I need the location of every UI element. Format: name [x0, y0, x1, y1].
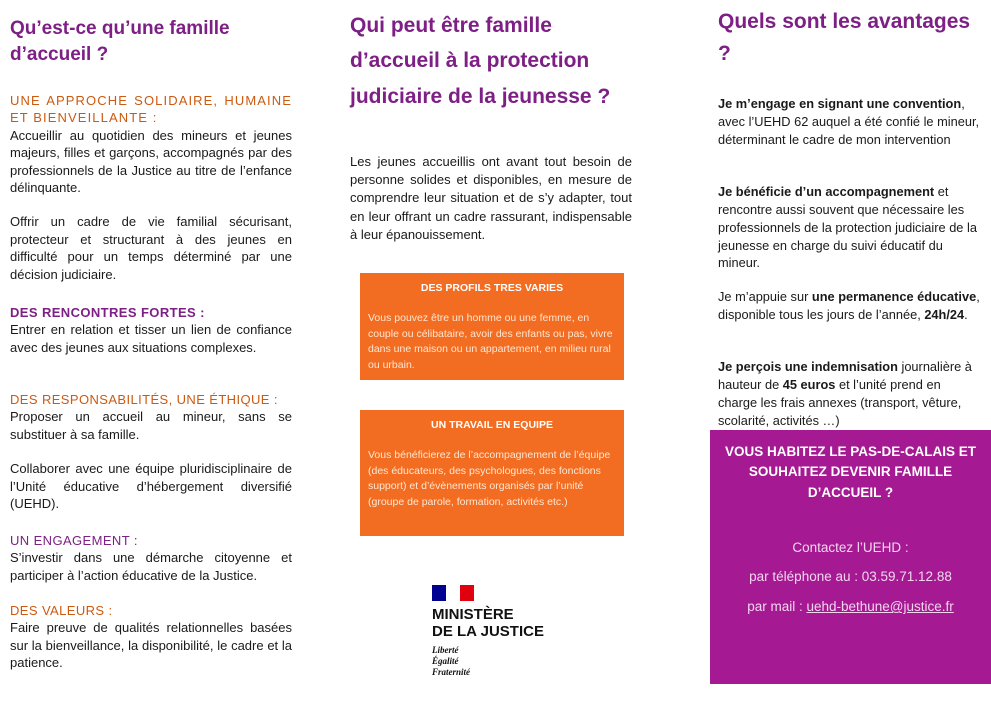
advantage-permanence-end: . — [964, 306, 968, 322]
contact-phone-label: par téléphone au : — [749, 569, 862, 585]
section-approach-title: UNE APPROCHE SOLIDAIRE, HUMAINE ET BIENVEILLANTE : — [10, 93, 292, 126]
col3-title: Quels sont les avantages ? — [718, 10, 971, 65]
advantage-convention-bold: Je m’engage en signant une convention — [718, 95, 962, 111]
contact-mail-line — [720, 592, 981, 622]
section-encounters-para: Entrer en relation et tisser un lien de confiance avec des jeunes aux situations complexes. — [10, 322, 292, 355]
ministry-name — [432, 607, 592, 640]
advantage-permanence-mid: , disponible tous les jours de l’année, — [718, 288, 980, 322]
profiles-box-title: DES PROFILS TRES VARIES — [420, 282, 564, 294]
advantage-compensation — [718, 358, 980, 430]
col1-title: Qu’est-ce qu’une famille d’accueil ? — [10, 18, 230, 65]
teamwork-box-text: Vous bénéficierez de l’accompagnement de l’équipe (des éducateurs, des psychologues, des fonctions support) et d’évènements organisés par l’unité (groupe de parole, formation, activités etc.) — [368, 448, 611, 508]
contact-details — [720, 533, 981, 622]
advantage-convention-text: , avec l’UEHD 62 auquel a été confié le mineur, déterminant le cadre de mon intervention — [718, 95, 980, 147]
section-approach-para-2: Offrir un cadre de vie familial sécurisant, protecteur et structurant à des jeunes en difficulté pour un temps déterminé par une décision judiciaire. — [10, 214, 292, 282]
advantage-compensation-end: et l’unité prend en charge les frais annexes (transport, vêture, scolarité, activités …) — [718, 376, 962, 428]
section-approach-para-1: Accueillir au quotidien des mineurs et jeunes majeurs, filles et garçons, accompagnés par des professionnels de la Justice au titre de l’enfance délinquante. — [10, 127, 292, 196]
advantage-support-bold: Je bénéficie d’un accompagnement — [718, 183, 935, 199]
col2-intro: Les jeunes accueillis ont avant tout besoin de personne solides et disponibles, en mesure de comprendre leur situation et de s’y adapter, tout en leur offrant un cadre rassurant, indispensable à leur épanouissement. — [350, 154, 632, 242]
section-responsibilities-title: DES RESPONSABILITÉS, UNE ÉTHIQUE : — [10, 392, 278, 407]
teamwork-box — [360, 410, 624, 536]
profiles-box-text: Vous pouvez être un homme ou une femme, en couple ou célibataire, avoir des enfants ou pas, vivre dans une maison ou un appartement, en milieu rural ou urbain. — [368, 311, 613, 371]
republic-motto — [432, 645, 592, 677]
advantage-permanence-bold: une permanence éducative — [811, 288, 977, 304]
section-commitment — [10, 532, 292, 584]
advantage-permanence-hours: 24h/24 — [924, 306, 965, 322]
section-values — [10, 602, 292, 672]
ministry-name-line1: MINISTÈRE — [432, 606, 514, 623]
section-values-para: Faire preuve de qualités relationnelles basées sur la bienveillance, la disponibilité, le cadre et la patience. — [10, 620, 292, 671]
advantage-convention — [718, 95, 980, 149]
advantage-support — [718, 183, 980, 273]
advantage-compensation-mid: journalière à hauteur de — [718, 358, 972, 392]
contact-intro: Contactez l’UEHD : — [792, 539, 909, 555]
contact-phone-number[interactable]: 03.59.71.12.88 — [861, 569, 952, 585]
section-approach — [10, 92, 292, 283]
section-responsibilities-para-2: Collaborer avec une équipe pluridisciplinaire de l’Unité éducative d’hébergement diversifié (UEHD). — [10, 461, 292, 512]
col2-title: Qui peut être famille d’accueil à la protection judiciaire de la jeunesse ? — [350, 14, 611, 108]
ministry-logo — [432, 585, 592, 677]
contact-phone-line — [720, 562, 981, 592]
contact-box-title: VOUS HABITEZ LE PAS-DE-CALAIS ET SOUHAITEZ DEVENIR FAMILLE D’ACCUEIL ? — [724, 444, 976, 500]
section-commitment-para: S’investir dans une démarche citoyenne et participer à l’action éducative de la Justice. — [10, 550, 292, 583]
advantage-compensation-bold: Je perçois une indemnisation — [718, 358, 898, 374]
advantage-permanence — [718, 288, 980, 324]
contact-mail-link[interactable]: uehd-bethune@justice.fr — [806, 599, 954, 615]
motto-liberte: Liberté — [432, 645, 459, 655]
section-responsibilities — [10, 391, 292, 512]
section-commitment-title: UN ENGAGEMENT : — [10, 533, 138, 548]
profiles-box — [360, 273, 624, 380]
motto-fraternite: Fraternité — [432, 666, 471, 677]
ministry-name-line2: DE LA JUSTICE — [432, 622, 544, 640]
advantage-permanence-pre: Je m’appuie sur — [718, 288, 812, 304]
advantage-compensation-amount: 45 euros — [782, 376, 836, 392]
section-responsibilities-para-1: Proposer un accueil au mineur, sans se substituer à sa famille. — [10, 409, 292, 442]
contact-mail-label: par mail : — [747, 599, 807, 615]
contact-box — [710, 430, 991, 684]
advantage-support-text: et rencontre aussi souvent que nécessaire les professionnels de la protection judiciaire de la jeunesse en charge du suivi éducatif du mineur. — [718, 183, 977, 271]
section-encounters — [10, 304, 292, 356]
french-flag-icon — [432, 585, 474, 601]
section-encounters-title: DES RENCONTRES FORTES : — [10, 305, 205, 320]
motto-egalite: Égalité — [432, 655, 459, 666]
section-values-title: DES VALEURS : — [10, 603, 113, 618]
teamwork-box-title: UN TRAVAIL EN EQUIPE — [431, 419, 553, 431]
